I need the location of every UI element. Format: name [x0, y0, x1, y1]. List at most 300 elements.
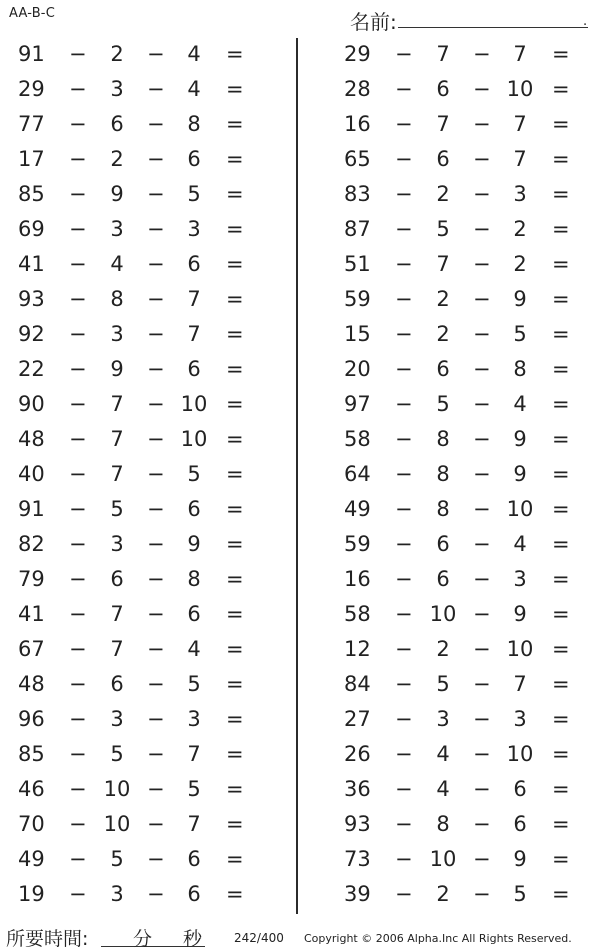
first-number: 96 [18, 707, 45, 731]
problem-row [326, 178, 596, 213]
minus-sign: − [473, 672, 491, 696]
minus-sign: − [473, 462, 491, 486]
problem-row [326, 38, 596, 73]
second-number: 10 [429, 602, 457, 626]
second-number: 3 [110, 882, 124, 906]
problem-row [0, 73, 270, 108]
problem-row [326, 563, 596, 598]
second-number: 5 [110, 742, 124, 766]
minus-sign: − [395, 42, 413, 66]
second-number: 2 [436, 882, 450, 906]
equals-sign: = [226, 392, 244, 416]
minus-sign: − [69, 847, 87, 871]
equals-sign: = [552, 252, 570, 276]
minus-sign: − [395, 217, 413, 241]
minus-sign: − [69, 462, 87, 486]
problem-row [0, 668, 270, 703]
minus-sign: − [473, 707, 491, 731]
second-number: 3 [110, 707, 124, 731]
equals-sign: = [552, 112, 570, 136]
minus-sign: − [395, 567, 413, 591]
minus-sign: − [69, 427, 87, 451]
minus-sign: − [473, 252, 491, 276]
equals-sign: = [552, 77, 570, 101]
name-field-line[interactable] [398, 27, 588, 28]
minus-sign: − [395, 602, 413, 626]
minus-sign: − [395, 252, 413, 276]
minus-sign: − [395, 287, 413, 311]
column-divider [296, 38, 298, 914]
first-number: 64 [344, 462, 371, 486]
first-number: 90 [18, 392, 45, 416]
minus-sign: − [395, 77, 413, 101]
equals-sign: = [226, 742, 244, 766]
problem-row [326, 808, 596, 843]
second-number: 3 [110, 77, 124, 101]
equals-sign: = [552, 882, 570, 906]
third-number: 8 [513, 357, 527, 381]
minus-sign: − [473, 357, 491, 381]
second-number: 4 [110, 252, 124, 276]
minus-sign: − [147, 462, 165, 486]
minus-sign: − [69, 602, 87, 626]
minus-sign: − [473, 392, 491, 416]
second-number: 10 [103, 812, 131, 836]
equals-sign: = [226, 497, 244, 521]
second-number: 4 [436, 742, 450, 766]
seconds-label: 秒 [183, 928, 203, 950]
minus-sign: − [473, 812, 491, 836]
minus-sign: − [147, 637, 165, 661]
first-number: 40 [18, 462, 45, 486]
third-number: 7 [513, 147, 527, 171]
minus-sign: − [395, 532, 413, 556]
first-number: 26 [344, 742, 371, 766]
minus-sign: − [473, 602, 491, 626]
minus-sign: − [147, 322, 165, 346]
third-number: 6 [187, 497, 201, 521]
problem-row [0, 283, 270, 318]
minus-sign: − [147, 77, 165, 101]
second-number: 9 [110, 357, 124, 381]
equals-sign: = [552, 147, 570, 171]
third-number: 6 [187, 147, 201, 171]
second-number: 7 [436, 112, 450, 136]
minus-sign: − [473, 637, 491, 661]
third-number: 6 [187, 847, 201, 871]
first-number: 97 [344, 392, 371, 416]
equals-sign: = [226, 462, 244, 486]
first-number: 59 [344, 287, 371, 311]
first-number: 27 [344, 707, 371, 731]
problem-row [326, 318, 596, 353]
equals-sign: = [552, 742, 570, 766]
minus-sign: − [395, 462, 413, 486]
third-number: 5 [187, 182, 201, 206]
third-number: 4 [187, 637, 201, 661]
third-number: 9 [513, 427, 527, 451]
first-number: 49 [18, 847, 45, 871]
minus-sign: − [69, 777, 87, 801]
third-number: 7 [187, 322, 201, 346]
second-number: 8 [110, 287, 124, 311]
third-number: 7 [187, 742, 201, 766]
first-number: 93 [344, 812, 371, 836]
third-number: 10 [180, 427, 208, 451]
minus-sign: − [473, 147, 491, 171]
problem-row [326, 598, 596, 633]
second-number: 5 [436, 217, 450, 241]
equals-sign: = [226, 182, 244, 206]
equals-sign: = [226, 847, 244, 871]
second-number: 9 [110, 182, 124, 206]
minus-sign: − [69, 637, 87, 661]
first-number: 39 [344, 882, 371, 906]
first-number: 58 [344, 427, 371, 451]
third-number: 10 [180, 392, 208, 416]
first-number: 12 [344, 637, 371, 661]
minus-sign: − [147, 252, 165, 276]
problem-row [326, 283, 596, 318]
first-number: 91 [18, 42, 45, 66]
problem-row [326, 143, 596, 178]
second-number: 2 [436, 637, 450, 661]
third-number: 2 [513, 252, 527, 276]
minus-sign: − [147, 847, 165, 871]
problem-row [326, 528, 596, 563]
equals-sign: = [552, 567, 570, 591]
problem-row [326, 773, 596, 808]
minus-sign: − [473, 567, 491, 591]
equals-sign: = [226, 602, 244, 626]
equals-sign: = [552, 497, 570, 521]
third-number: 7 [187, 287, 201, 311]
third-number: 3 [513, 567, 527, 591]
third-number: 8 [187, 112, 201, 136]
minus-sign: − [395, 147, 413, 171]
third-number: 6 [513, 812, 527, 836]
first-number: 28 [344, 77, 371, 101]
first-number: 65 [344, 147, 371, 171]
minutes-label: 分 [133, 928, 153, 950]
minus-sign: − [147, 42, 165, 66]
minus-sign: − [395, 182, 413, 206]
equals-sign: = [226, 42, 244, 66]
second-number: 5 [436, 672, 450, 696]
name-end-mark: . [583, 14, 588, 29]
second-number: 6 [436, 147, 450, 171]
second-number: 6 [436, 532, 450, 556]
worksheet-code: AA-B-C [9, 6, 55, 21]
minus-sign: − [473, 427, 491, 451]
minus-sign: − [69, 77, 87, 101]
second-number: 2 [436, 287, 450, 311]
first-number: 85 [18, 742, 45, 766]
second-number: 7 [110, 392, 124, 416]
first-number: 84 [344, 672, 371, 696]
equals-sign: = [226, 287, 244, 311]
problem-row [326, 703, 596, 738]
equals-sign: = [226, 882, 244, 906]
second-number: 4 [436, 777, 450, 801]
problem-row [326, 493, 596, 528]
minus-sign: − [473, 182, 491, 206]
minus-sign: − [395, 427, 413, 451]
minus-sign: − [395, 707, 413, 731]
equals-sign: = [552, 847, 570, 871]
first-number: 29 [344, 42, 371, 66]
third-number: 7 [513, 672, 527, 696]
first-number: 85 [18, 182, 45, 206]
minus-sign: − [69, 147, 87, 171]
left-problem-column [0, 38, 270, 913]
second-number: 6 [110, 672, 124, 696]
equals-sign: = [552, 532, 570, 556]
name-label: 名前: [350, 10, 397, 34]
second-number: 5 [110, 497, 124, 521]
minus-sign: − [69, 812, 87, 836]
third-number: 4 [187, 42, 201, 66]
equals-sign: = [552, 217, 570, 241]
first-number: 15 [344, 322, 371, 346]
problem-row [326, 353, 596, 388]
second-number: 2 [436, 182, 450, 206]
minus-sign: − [147, 217, 165, 241]
right-problem-column [326, 38, 596, 913]
equals-sign: = [552, 287, 570, 311]
minus-sign: − [147, 357, 165, 381]
minus-sign: − [395, 497, 413, 521]
second-number: 8 [436, 812, 450, 836]
third-number: 5 [187, 777, 201, 801]
third-number: 4 [513, 392, 527, 416]
first-number: 59 [344, 532, 371, 556]
minus-sign: − [69, 182, 87, 206]
equals-sign: = [552, 672, 570, 696]
minus-sign: − [147, 287, 165, 311]
second-number: 3 [436, 707, 450, 731]
second-number: 7 [110, 462, 124, 486]
first-number: 36 [344, 777, 371, 801]
minus-sign: − [473, 287, 491, 311]
second-number: 5 [110, 847, 124, 871]
minus-sign: − [395, 112, 413, 136]
minus-sign: − [473, 77, 491, 101]
third-number: 5 [513, 882, 527, 906]
third-number: 7 [513, 42, 527, 66]
first-number: 46 [18, 777, 45, 801]
first-number: 20 [344, 357, 371, 381]
second-number: 7 [436, 42, 450, 66]
third-number: 6 [187, 357, 201, 381]
equals-sign: = [226, 427, 244, 451]
problem-row [0, 633, 270, 668]
first-number: 73 [344, 847, 371, 871]
third-number: 9 [513, 287, 527, 311]
problem-row [0, 38, 270, 73]
minus-sign: − [69, 392, 87, 416]
minus-sign: − [69, 357, 87, 381]
problem-row [0, 598, 270, 633]
problem-row [326, 388, 596, 423]
minus-sign: − [473, 882, 491, 906]
minus-sign: − [69, 742, 87, 766]
minus-sign: − [69, 322, 87, 346]
minus-sign: − [147, 812, 165, 836]
problem-row [0, 493, 270, 528]
first-number: 69 [18, 217, 45, 241]
second-number: 7 [110, 427, 124, 451]
problem-row [326, 248, 596, 283]
minus-sign: − [147, 497, 165, 521]
third-number: 2 [513, 217, 527, 241]
problem-row [0, 458, 270, 493]
problem-row [0, 318, 270, 353]
page-number: 242/400 [234, 931, 284, 945]
equals-sign: = [226, 357, 244, 381]
problem-row [0, 773, 270, 808]
equals-sign: = [226, 672, 244, 696]
minus-sign: − [147, 427, 165, 451]
minus-sign: − [395, 882, 413, 906]
third-number: 9 [513, 602, 527, 626]
minus-sign: − [147, 182, 165, 206]
third-number: 9 [513, 847, 527, 871]
minus-sign: − [69, 497, 87, 521]
second-number: 6 [436, 357, 450, 381]
third-number: 10 [506, 742, 534, 766]
first-number: 48 [18, 672, 45, 696]
third-number: 5 [187, 462, 201, 486]
problem-row [0, 213, 270, 248]
equals-sign: = [226, 322, 244, 346]
first-number: 48 [18, 427, 45, 451]
third-number: 10 [506, 637, 534, 661]
third-number: 3 [187, 217, 201, 241]
second-number: 6 [110, 112, 124, 136]
minus-sign: − [473, 42, 491, 66]
third-number: 10 [506, 77, 534, 101]
minus-sign: − [147, 672, 165, 696]
equals-sign: = [552, 322, 570, 346]
equals-sign: = [226, 252, 244, 276]
minus-sign: − [69, 217, 87, 241]
minus-sign: − [395, 322, 413, 346]
minus-sign: − [147, 392, 165, 416]
first-number: 41 [18, 602, 45, 626]
third-number: 5 [187, 672, 201, 696]
minus-sign: − [147, 147, 165, 171]
equals-sign: = [226, 77, 244, 101]
equals-sign: = [226, 777, 244, 801]
second-number: 7 [436, 252, 450, 276]
minus-sign: − [473, 777, 491, 801]
equals-sign: = [226, 147, 244, 171]
first-number: 93 [18, 287, 45, 311]
time-label: 所要時間: [6, 928, 89, 950]
second-number: 8 [436, 427, 450, 451]
second-number: 2 [110, 42, 124, 66]
equals-sign: = [226, 707, 244, 731]
problem-row [0, 808, 270, 843]
problem-row [0, 388, 270, 423]
third-number: 9 [513, 462, 527, 486]
minus-sign: − [69, 42, 87, 66]
minus-sign: − [473, 847, 491, 871]
second-number: 10 [103, 777, 131, 801]
problem-row [0, 563, 270, 598]
minus-sign: − [69, 707, 87, 731]
third-number: 3 [513, 182, 527, 206]
equals-sign: = [226, 112, 244, 136]
first-number: 83 [344, 182, 371, 206]
second-number: 2 [110, 147, 124, 171]
first-number: 16 [344, 567, 371, 591]
problem-row [0, 178, 270, 213]
minus-sign: − [473, 532, 491, 556]
minus-sign: − [69, 252, 87, 276]
minus-sign: − [147, 777, 165, 801]
minus-sign: − [473, 322, 491, 346]
minus-sign: − [395, 742, 413, 766]
problem-row [326, 878, 596, 913]
minus-sign: − [69, 112, 87, 136]
equals-sign: = [552, 357, 570, 381]
second-number: 8 [436, 497, 450, 521]
third-number: 7 [187, 812, 201, 836]
equals-sign: = [226, 217, 244, 241]
minus-sign: − [147, 742, 165, 766]
first-number: 82 [18, 532, 45, 556]
problem-row [0, 738, 270, 773]
equals-sign: = [552, 777, 570, 801]
first-number: 58 [344, 602, 371, 626]
first-number: 91 [18, 497, 45, 521]
minus-sign: − [395, 812, 413, 836]
third-number: 6 [513, 777, 527, 801]
third-number: 6 [187, 252, 201, 276]
minus-sign: − [395, 672, 413, 696]
third-number: 4 [187, 77, 201, 101]
equals-sign: = [552, 42, 570, 66]
problem-row [0, 423, 270, 458]
first-number: 79 [18, 567, 45, 591]
first-number: 22 [18, 357, 45, 381]
equals-sign: = [552, 602, 570, 626]
minus-sign: − [69, 672, 87, 696]
equals-sign: = [552, 707, 570, 731]
second-number: 10 [429, 847, 457, 871]
second-number: 3 [110, 322, 124, 346]
first-number: 16 [344, 112, 371, 136]
minus-sign: − [147, 602, 165, 626]
problem-row [0, 878, 270, 913]
minus-sign: − [69, 532, 87, 556]
third-number: 9 [187, 532, 201, 556]
problem-row [326, 843, 596, 878]
third-number: 3 [513, 707, 527, 731]
equals-sign: = [226, 637, 244, 661]
second-number: 6 [436, 567, 450, 591]
minus-sign: − [473, 112, 491, 136]
minus-sign: − [69, 287, 87, 311]
problem-row [326, 213, 596, 248]
equals-sign: = [552, 427, 570, 451]
minus-sign: − [395, 847, 413, 871]
first-number: 70 [18, 812, 45, 836]
minus-sign: − [473, 742, 491, 766]
problem-row [0, 248, 270, 283]
